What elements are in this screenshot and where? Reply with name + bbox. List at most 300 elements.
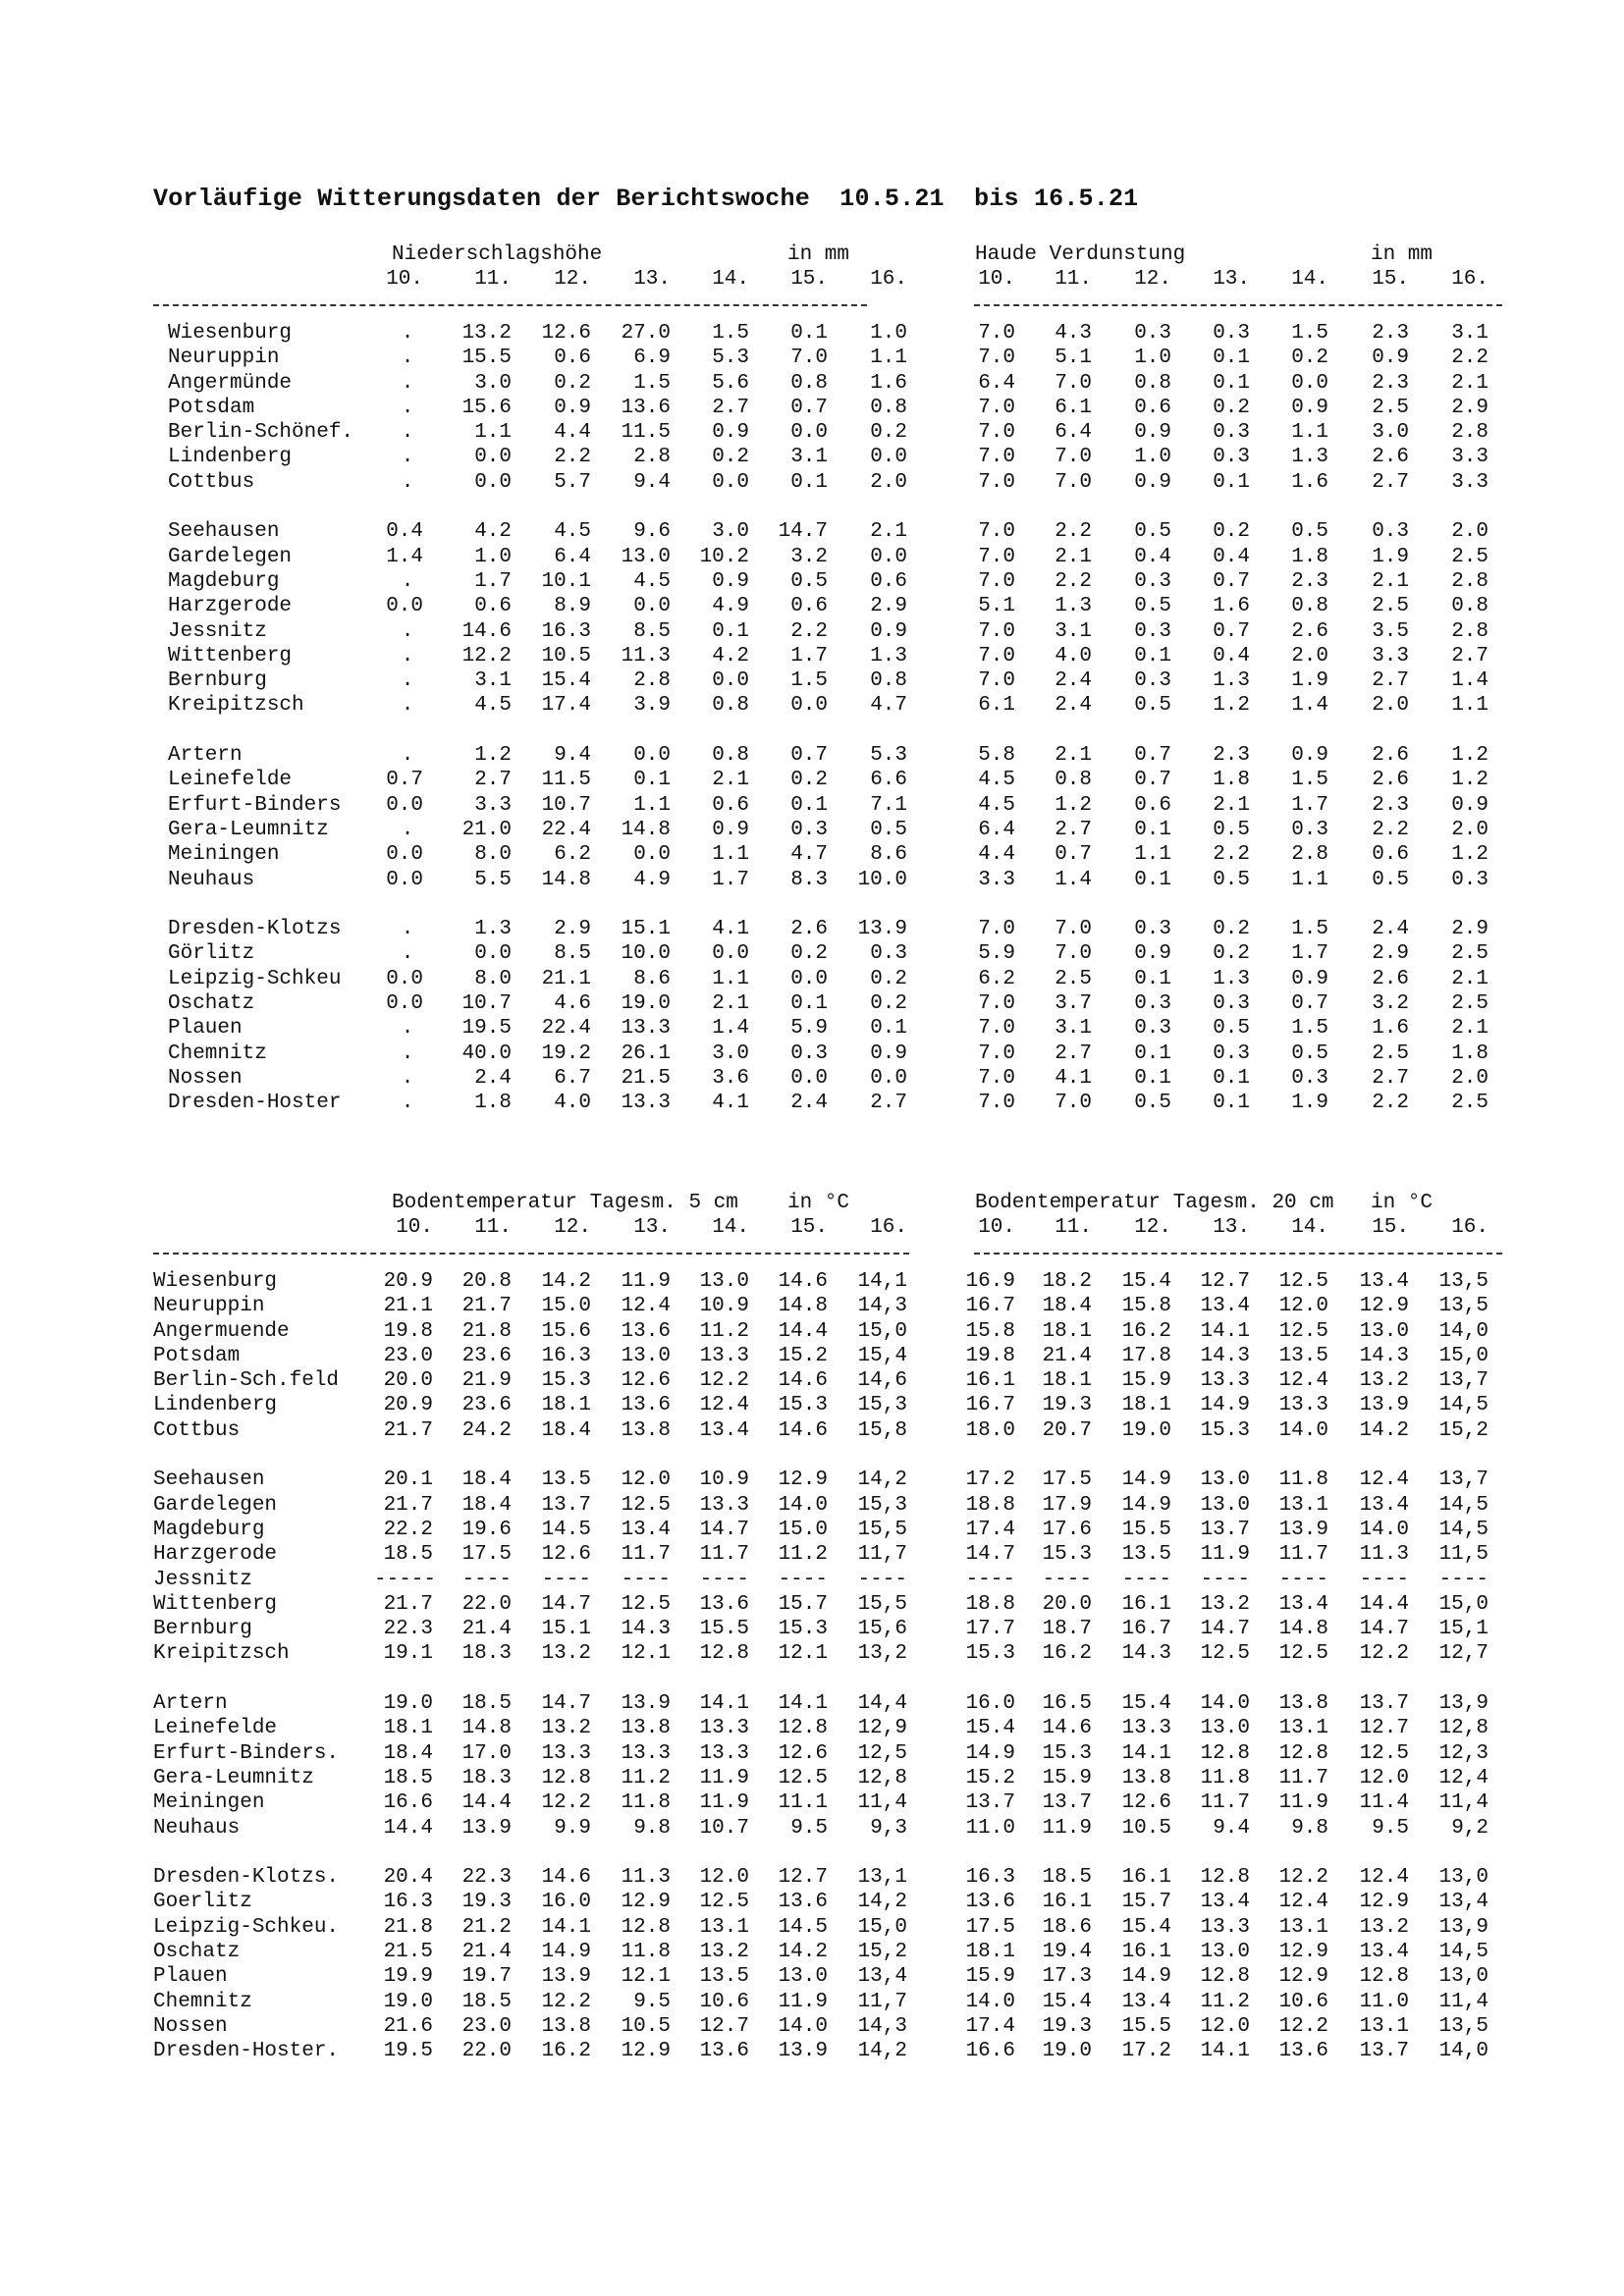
right-value-cell: 0.1 — [1213, 1066, 1250, 1090]
left-value-cell: 12.5 — [621, 1493, 671, 1517]
station-name: Magdeburg — [153, 1518, 265, 1541]
left-value-cell: 6.9 — [633, 347, 671, 370]
left-value-cell: 21.0 — [461, 818, 512, 841]
left-value-cell: 12.2 — [541, 1791, 591, 1815]
right-value-cell: 0.1 — [1134, 644, 1171, 667]
right-value-cell: 15.9 — [965, 1965, 1015, 1989]
left-value-cell: 2.0 — [870, 470, 907, 494]
left-value-cell: 0.0 — [712, 942, 749, 966]
right-day-header: 11. — [1055, 268, 1092, 292]
left-value-cell: . — [401, 371, 414, 395]
right-value-cell: 1.4 — [1451, 669, 1489, 693]
right-value-cell: 15.3 — [1200, 1418, 1250, 1442]
left-value-cell: 13.6 — [621, 1394, 671, 1417]
left-value-cell: 19.0 — [383, 1990, 433, 2013]
right-block-unit: in mm — [1371, 243, 1434, 266]
right-value-cell: 12.5 — [1278, 1642, 1328, 1666]
left-value-cell: . — [401, 396, 414, 419]
left-value-cell: 0.3 — [870, 942, 907, 966]
station-name: Angermuende — [153, 1319, 290, 1343]
left-value-cell: 8.9 — [554, 595, 591, 618]
left-value-cell: 0.0 — [386, 967, 423, 990]
right-value-cell: 0.8 — [1134, 371, 1171, 395]
right-value-cell: 17.2 — [1121, 2040, 1171, 2063]
left-value-cell: 12.5 — [621, 1592, 671, 1616]
right-value-cell: 11.9 — [1200, 1543, 1250, 1567]
right-value-cell: 13.9 — [1359, 1394, 1409, 1417]
left-value-cell: 20.1 — [383, 1468, 433, 1492]
right-value-cell: 11.7 — [1278, 1543, 1328, 1567]
left-value-cell: 3.1 — [474, 669, 512, 693]
left-value-cell: 4.9 — [633, 868, 671, 891]
right-value-cell: 13.3 — [1200, 1369, 1250, 1393]
right-value-cell: 7.0 — [978, 1092, 1015, 1115]
left-value-cell: 0.0 — [386, 793, 423, 817]
right-value-cell: 13.3 — [1200, 1915, 1250, 1939]
left-value-cell: 13.6 — [621, 396, 671, 419]
right-value-cell: 1.3 — [1055, 595, 1092, 618]
station-name: Kreipitzsch — [153, 1642, 290, 1666]
left-value-cell: 3.0 — [712, 520, 749, 544]
right-value-cell: 1.3 — [1213, 967, 1250, 990]
right-value-cell: 14.4 — [1359, 1592, 1409, 1616]
right-value-cell: 13.5 — [1278, 1344, 1328, 1367]
left-value-cell: 0.0 — [790, 1066, 828, 1090]
right-value-cell: 0.1 — [1134, 818, 1171, 841]
right-value-cell: 12.8 — [1200, 1741, 1250, 1765]
right-value-cell: 1.6 — [1291, 470, 1328, 494]
left-value-cell: 4.9 — [712, 595, 749, 618]
right-value-cell: 18.1 — [1042, 1319, 1092, 1343]
left-value-cell: . — [401, 569, 414, 593]
left-value-cell: 15.0 — [778, 1518, 828, 1541]
right-value-cell: 0.3 — [1213, 421, 1250, 445]
station-name: Jessnitz — [153, 1568, 252, 1591]
left-value-cell: 1.4 — [386, 545, 423, 568]
left-value-cell: 4.7 — [870, 694, 907, 718]
left-value-cell: 10.5 — [621, 2014, 671, 2038]
right-value-cell: 14.8 — [1278, 1618, 1328, 1641]
station-name: Meiningen — [153, 1791, 265, 1815]
left-value-cell: 13.1 — [699, 1915, 749, 1939]
right-value-cell: 0.3 — [1134, 321, 1171, 345]
right-value-cell: 0.7 — [1291, 992, 1328, 1015]
right-value-cell: 16.0 — [965, 1692, 1015, 1715]
left-value-cell: 4.2 — [474, 520, 512, 544]
left-value-cell: 21.6 — [383, 2014, 433, 2038]
left-value-cell: 10.6 — [699, 1990, 749, 2013]
left-value-cell: 17.5 — [461, 1543, 512, 1567]
right-value-cell: 14.0 — [965, 1990, 1015, 2013]
left-value-cell: 14.7 — [541, 1692, 591, 1715]
right-value-cell: 15.3 — [1042, 1543, 1092, 1567]
right-header-rule — [974, 1253, 1502, 1255]
right-value-cell: 18.8 — [965, 1592, 1015, 1616]
left-value-cell: 13,1 — [857, 1866, 907, 1890]
right-value-cell: 2.5 — [1451, 992, 1489, 1015]
left-value-cell: 9.6 — [633, 520, 671, 544]
right-value-cell: 14.7 — [1200, 1618, 1250, 1641]
left-value-cell: 9.5 — [790, 1816, 828, 1840]
right-value-cell: 2.7 — [1055, 1041, 1092, 1065]
left-value-cell: . — [401, 644, 414, 667]
left-value-cell: 5.6 — [712, 371, 749, 395]
left-value-cell: 12.7 — [699, 2014, 749, 2038]
station-name: Plauen — [153, 1965, 228, 1989]
left-value-cell: 15.1 — [621, 918, 671, 941]
left-value-cell: 19.5 — [383, 2040, 433, 2063]
right-value-cell: 0.3 — [1213, 1041, 1250, 1065]
right-value-cell: 14.3 — [1121, 1642, 1171, 1666]
right-value-cell: 14.9 — [1121, 1493, 1171, 1517]
right-value-cell: 16.3 — [965, 1866, 1015, 1890]
left-value-cell: 21.7 — [383, 1493, 433, 1517]
right-value-cell: 15.9 — [1042, 1766, 1092, 1789]
left-value-cell: 0.2 — [554, 371, 591, 395]
right-value-cell: 18.0 — [965, 1418, 1015, 1442]
right-value-cell: 1.7 — [1291, 793, 1328, 817]
right-value-cell: ---- — [1278, 1568, 1328, 1591]
left-value-cell: . — [401, 619, 414, 643]
left-value-cell: 18.5 — [383, 1543, 433, 1567]
right-value-cell: 0.1 — [1213, 347, 1250, 370]
left-value-cell: 1.3 — [474, 918, 512, 941]
left-value-cell: 18.5 — [461, 1990, 512, 2013]
right-value-cell: 15.5 — [1121, 2014, 1171, 2038]
left-value-cell: 0.5 — [870, 818, 907, 841]
left-value-cell: 14.8 — [541, 868, 591, 891]
right-value-cell: 7.0 — [1055, 1092, 1092, 1115]
right-value-cell: 6.1 — [1055, 396, 1092, 419]
left-value-cell: 3.9 — [633, 694, 671, 718]
right-value-cell: 2.5 — [1372, 595, 1409, 618]
left-value-cell: 14.1 — [699, 1692, 749, 1715]
right-value-cell: 7.0 — [978, 644, 1015, 667]
left-value-cell: 24.2 — [461, 1418, 512, 1442]
right-value-cell: 2.8 — [1451, 569, 1489, 593]
right-value-cell: 11.8 — [1200, 1766, 1250, 1789]
left-value-cell: 19.5 — [461, 1017, 512, 1041]
right-day-header: 11. — [1055, 1216, 1092, 1240]
right-value-cell: 1.1 — [1291, 421, 1328, 445]
right-value-cell: 13.6 — [1278, 2040, 1328, 2063]
left-value-cell: 1.0 — [870, 321, 907, 345]
left-day-header: 14. — [712, 268, 749, 292]
station-name: Oschatz — [168, 992, 255, 1015]
left-value-cell: 5.3 — [712, 347, 749, 370]
left-value-cell: 0.0 — [386, 595, 423, 618]
right-value-cell: 14,5 — [1438, 1941, 1489, 1963]
left-value-cell: 14,1 — [857, 1269, 907, 1293]
left-value-cell: 15,5 — [857, 1592, 907, 1616]
left-value-cell: 22.4 — [541, 818, 591, 841]
right-value-cell: 1.3 — [1291, 446, 1328, 469]
right-value-cell: ---- — [1359, 1568, 1409, 1591]
left-value-cell: 0.1 — [870, 1017, 907, 1041]
right-value-cell: 1.6 — [1213, 595, 1250, 618]
right-value-cell: 19.3 — [1042, 1394, 1092, 1417]
left-value-cell: 0.0 — [790, 421, 828, 445]
left-value-cell: 14.9 — [541, 1941, 591, 1963]
right-value-cell: 13.2 — [1200, 1592, 1250, 1616]
right-value-cell: 7.0 — [978, 1066, 1015, 1090]
right-value-cell: 2.6 — [1372, 744, 1409, 767]
left-day-header: 15. — [790, 268, 828, 292]
right-value-cell: ---- — [1121, 1568, 1171, 1591]
left-value-cell: 12.2 — [699, 1369, 749, 1393]
right-value-cell: 1.9 — [1291, 1092, 1328, 1115]
right-value-cell: 0.9 — [1372, 347, 1409, 370]
right-value-cell: 2.5 — [1451, 545, 1489, 568]
right-value-cell: 12.8 — [1200, 1866, 1250, 1890]
right-value-cell: 2.5 — [1372, 1041, 1409, 1065]
left-value-cell: 0.0 — [712, 470, 749, 494]
station-name: Dresden-Klotzs — [168, 918, 342, 941]
right-value-cell: 11.7 — [1200, 1791, 1250, 1815]
right-value-cell: 3.5 — [1372, 619, 1409, 643]
left-value-cell: 6.2 — [554, 843, 591, 867]
left-value-cell: 0.9 — [712, 569, 749, 593]
left-value-cell: 10.7 — [699, 1816, 749, 1840]
left-value-cell: . — [401, 694, 414, 718]
left-day-header: 16. — [870, 268, 907, 292]
left-value-cell: 12.8 — [699, 1642, 749, 1666]
right-value-cell: 4.5 — [978, 793, 1015, 817]
right-value-cell: 15.4 — [1121, 1269, 1171, 1293]
right-value-cell: 1.2 — [1451, 769, 1489, 792]
left-value-cell: 0.6 — [790, 595, 828, 618]
right-value-cell: 0.3 — [1134, 569, 1171, 593]
right-value-cell: 2.4 — [1055, 694, 1092, 718]
right-day-header: 14. — [1291, 1216, 1328, 1240]
right-value-cell: 1.2 — [1213, 694, 1250, 718]
right-value-cell: 16.1 — [1121, 1941, 1171, 1963]
left-value-cell: . — [401, 669, 414, 693]
left-value-cell: 10.2 — [699, 545, 749, 568]
right-value-cell: 7.0 — [978, 446, 1015, 469]
right-value-cell: 15.9 — [1121, 1369, 1171, 1393]
left-value-cell: 13.3 — [699, 1741, 749, 1765]
left-value-cell: 1.6 — [870, 371, 907, 395]
right-value-cell: 0.2 — [1213, 942, 1250, 966]
right-value-cell: 5.9 — [978, 942, 1015, 966]
right-value-cell: 13.4 — [1359, 1493, 1409, 1517]
left-value-cell: 5.9 — [790, 1017, 828, 1041]
left-value-cell: 21.2 — [461, 1915, 512, 1939]
left-value-cell: 12.9 — [621, 2040, 671, 2063]
right-value-cell: 13.4 — [1359, 1269, 1409, 1293]
left-value-cell: 8.5 — [554, 942, 591, 966]
right-value-cell: 12.8 — [1278, 1741, 1328, 1765]
right-value-cell: 12.5 — [1278, 1269, 1328, 1293]
left-value-cell: 18.4 — [461, 1493, 512, 1517]
left-value-cell: 13.5 — [699, 1965, 749, 1989]
page-title: Vorläufige Witterungsdaten der Berichtswoche 10.5.21 bis 16.5.21 — [153, 185, 1139, 213]
right-value-cell: 3.1 — [1055, 1017, 1092, 1041]
left-value-cell: 14.6 — [778, 1418, 828, 1442]
right-value-cell: 0.5 — [1213, 868, 1250, 891]
left-value-cell: 16.0 — [541, 1891, 591, 1914]
left-value-cell: 13.3 — [621, 1092, 671, 1115]
right-value-cell: 14.1 — [1200, 1319, 1250, 1343]
right-value-cell: 2.3 — [1213, 744, 1250, 767]
left-value-cell: 2.9 — [870, 595, 907, 618]
left-value-cell: 11.9 — [621, 1269, 671, 1293]
right-value-cell: 18.2 — [1042, 1269, 1092, 1293]
right-value-cell: 13,7 — [1438, 1468, 1489, 1492]
right-value-cell: 15,0 — [1438, 1592, 1489, 1616]
right-value-cell: 2.1 — [1451, 967, 1489, 990]
left-value-cell: 8.3 — [790, 868, 828, 891]
right-day-header: 16. — [1451, 268, 1489, 292]
left-day-header: 12. — [554, 268, 591, 292]
left-value-cell: 8.5 — [633, 619, 671, 643]
right-value-cell: 2.3 — [1291, 569, 1328, 593]
right-value-cell: 12.5 — [1278, 1319, 1328, 1343]
left-value-cell: 2.7 — [870, 1092, 907, 1115]
right-value-cell: 4.4 — [978, 843, 1015, 867]
left-value-cell: 11.2 — [778, 1543, 828, 1567]
right-value-cell: 7.0 — [978, 1041, 1015, 1065]
left-value-cell: 0.3 — [790, 818, 828, 841]
right-value-cell: 2.1 — [1055, 545, 1092, 568]
right-value-cell: 13.6 — [965, 1891, 1015, 1914]
left-value-cell: 0.1 — [790, 992, 828, 1015]
left-value-cell: 0.9 — [870, 619, 907, 643]
right-value-cell: 7.0 — [1055, 918, 1092, 941]
left-value-cell: 13,4 — [857, 1965, 907, 1989]
right-value-cell: 0.5 — [1134, 595, 1171, 618]
right-value-cell: 0.2 — [1213, 396, 1250, 419]
right-value-cell: 1.5 — [1291, 1017, 1328, 1041]
left-value-cell: 14.7 — [778, 520, 828, 544]
right-value-cell: 0.6 — [1372, 843, 1409, 867]
left-value-cell: 13.0 — [621, 545, 671, 568]
right-value-cell: 12.2 — [1278, 2014, 1328, 2038]
right-value-cell: 0.7 — [1213, 569, 1250, 593]
station-name: Nossen — [153, 2014, 228, 2038]
left-value-cell: 1.8 — [474, 1092, 512, 1115]
right-value-cell: 12.8 — [1200, 1965, 1250, 1989]
right-value-cell: 14.0 — [1278, 1418, 1328, 1442]
left-value-cell: . — [401, 347, 414, 370]
station-name: Neuhaus — [168, 868, 255, 891]
right-value-cell: 10.5 — [1121, 1816, 1171, 1840]
left-value-cell: 16.6 — [383, 1791, 433, 1815]
left-value-cell: 13.6 — [699, 1592, 749, 1616]
right-value-cell: 2.4 — [1055, 669, 1092, 693]
right-value-cell: 6.4 — [1055, 421, 1092, 445]
right-value-cell: 1.7 — [1291, 942, 1328, 966]
left-value-cell: 1.3 — [870, 644, 907, 667]
station-name: Berlin-Sch.feld — [153, 1369, 340, 1393]
left-value-cell: 15,0 — [857, 1915, 907, 1939]
right-value-cell: 2.6 — [1372, 967, 1409, 990]
left-value-cell: 13.8 — [541, 2014, 591, 2038]
left-value-cell: 2.2 — [554, 446, 591, 469]
right-value-cell: 7.0 — [978, 918, 1015, 941]
right-value-cell: 16.7 — [965, 1394, 1015, 1417]
right-value-cell: 17.7 — [965, 1618, 1015, 1641]
right-value-cell: 13,0 — [1438, 1866, 1489, 1890]
left-value-cell: 10.9 — [699, 1295, 749, 1318]
station-name: Neuruppin — [153, 1295, 265, 1318]
right-value-cell: 15.7 — [1121, 1891, 1171, 1914]
right-value-cell: 17.6 — [1042, 1518, 1092, 1541]
left-value-cell: 12.2 — [461, 644, 512, 667]
right-value-cell: 2.7 — [1372, 1066, 1409, 1090]
right-value-cell: 14.0 — [1200, 1692, 1250, 1715]
left-value-cell: . — [401, 321, 414, 345]
right-value-cell: 13.0 — [1200, 1717, 1250, 1740]
station-name: Gardelegen — [153, 1493, 278, 1517]
right-value-cell: 19.4 — [1042, 1941, 1092, 1963]
right-day-header: 12. — [1134, 1216, 1171, 1240]
left-value-cell: 0.0 — [633, 595, 671, 618]
left-value-cell: 15.1 — [541, 1618, 591, 1641]
right-value-cell: 0.1 — [1134, 1041, 1171, 1065]
left-value-cell: 14,4 — [857, 1692, 907, 1715]
right-value-cell: 11.4 — [1359, 1791, 1409, 1815]
left-value-cell: 10.5 — [541, 644, 591, 667]
left-value-cell: 13.3 — [699, 1493, 749, 1517]
right-value-cell: 2.5 — [1372, 396, 1409, 419]
left-value-cell: 21.1 — [541, 967, 591, 990]
left-value-cell: 0.1 — [712, 619, 749, 643]
right-value-cell: 14.3 — [1200, 1344, 1250, 1367]
left-value-cell: 12.9 — [621, 1891, 671, 1914]
left-value-cell: . — [401, 446, 414, 469]
right-value-cell: 3.1 — [1055, 619, 1092, 643]
right-value-cell: 12.2 — [1359, 1642, 1409, 1666]
left-value-cell: 13.6 — [621, 1319, 671, 1343]
left-value-cell: 23.0 — [383, 1344, 433, 1367]
right-value-cell: 17.8 — [1121, 1344, 1171, 1367]
left-value-cell: 12.1 — [778, 1642, 828, 1666]
left-value-cell: 18.3 — [461, 1766, 512, 1789]
left-value-cell: 0.2 — [870, 421, 907, 445]
right-value-cell: 7.0 — [978, 1017, 1015, 1041]
station-name: Plauen — [168, 1017, 243, 1041]
left-value-cell: 0.1 — [790, 321, 828, 345]
left-value-cell: 21.4 — [461, 1941, 512, 1963]
left-value-cell: 2.4 — [474, 1066, 512, 1090]
right-value-cell: 14,0 — [1438, 1319, 1489, 1343]
left-value-cell: 13.0 — [621, 1344, 671, 1367]
right-value-cell: 13.1 — [1278, 1717, 1328, 1740]
left-value-cell: 15.3 — [778, 1394, 828, 1417]
left-value-cell: 3.0 — [712, 1041, 749, 1065]
left-value-cell: 21.4 — [461, 1618, 512, 1641]
left-value-cell: 14.5 — [778, 1915, 828, 1939]
left-value-cell: 11.5 — [621, 421, 671, 445]
left-value-cell: 14,3 — [857, 1295, 907, 1318]
right-value-cell: 5.1 — [1055, 347, 1092, 370]
left-value-cell: 0.7 — [386, 769, 423, 792]
right-value-cell: 12.4 — [1359, 1866, 1409, 1890]
left-value-cell: 15.3 — [778, 1618, 828, 1641]
left-value-cell: 14.8 — [461, 1717, 512, 1740]
left-value-cell: 4.2 — [712, 644, 749, 667]
right-value-cell: 0.6 — [1134, 396, 1171, 419]
left-value-cell: 23.0 — [461, 2014, 512, 2038]
right-value-cell: 2.1 — [1213, 793, 1250, 817]
left-value-cell: 3.2 — [790, 545, 828, 568]
right-value-cell: 4.5 — [978, 769, 1015, 792]
right-value-cell: 15.5 — [1121, 1518, 1171, 1541]
station-name: Dresden-Hoster — [168, 1092, 342, 1115]
left-day-header: 14. — [712, 1216, 749, 1240]
